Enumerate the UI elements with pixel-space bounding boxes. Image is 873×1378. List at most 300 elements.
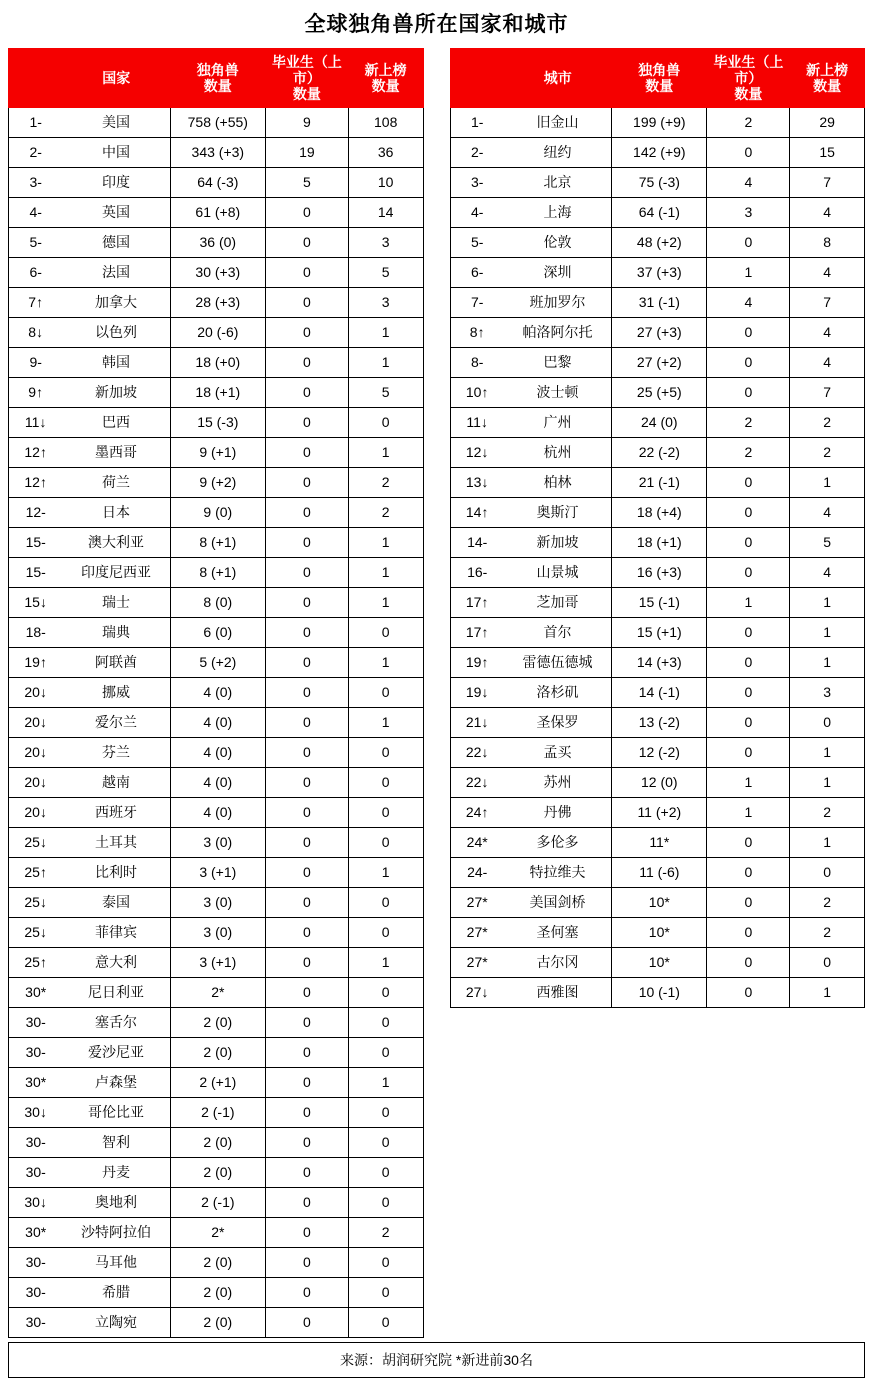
city-count-cell: 15 (+1) [612, 618, 707, 648]
empty-cell [504, 1308, 612, 1338]
table-row [450, 798, 865, 828]
country-count-cell: 2 (0) [170, 1308, 265, 1338]
city-grad-cell: 0 [707, 318, 790, 348]
empty-row [450, 1188, 865, 1218]
country-grad-cell: 0 [265, 258, 348, 288]
country-name-cell: 美国 [62, 108, 170, 138]
country-grad-cell: 0 [265, 318, 348, 348]
country-rank-cell: 15- [9, 558, 63, 588]
empty-cell [504, 1098, 612, 1128]
table-row [9, 168, 424, 198]
country-table-body [9, 108, 424, 1338]
empty-row [450, 1308, 865, 1338]
empty-row [450, 1278, 865, 1308]
country-name-cell: 泰国 [62, 888, 170, 918]
empty-row [450, 1098, 865, 1128]
city-grad-cell: 2 [707, 408, 790, 438]
country-grad-cell: 0 [265, 1098, 348, 1128]
country-grad-cell: 5 [265, 168, 348, 198]
city-count-cell: 27 (+2) [612, 348, 707, 378]
city-name-cell: 班加罗尔 [504, 288, 612, 318]
city-rank-cell: 27* [450, 918, 504, 948]
country-new-cell: 3 [348, 228, 423, 258]
country-rank-cell: 25↓ [9, 828, 63, 858]
country-count-cell: 2 (-1) [170, 1098, 265, 1128]
country-new-cell: 1 [348, 648, 423, 678]
country-header-name: 国家 [62, 49, 170, 108]
city-count-cell: 16 (+3) [612, 558, 707, 588]
city-name-cell: 多伦多 [504, 828, 612, 858]
country-count-cell: 9 (+2) [170, 468, 265, 498]
country-grad-cell: 0 [265, 348, 348, 378]
country-count-cell: 8 (+1) [170, 558, 265, 588]
country-grad-cell: 9 [265, 108, 348, 138]
country-name-cell: 瑞士 [62, 588, 170, 618]
table-row [450, 228, 865, 258]
city-rank-cell: 27↓ [450, 978, 504, 1008]
table-row [9, 1158, 424, 1188]
table-row [9, 108, 424, 138]
empty-cell [450, 1308, 504, 1338]
country-name-cell: 荷兰 [62, 468, 170, 498]
city-grad-cell: 0 [707, 978, 790, 1008]
city-grad-cell: 4 [707, 288, 790, 318]
country-name-cell: 立陶宛 [62, 1308, 170, 1338]
country-count-cell: 343 (+3) [170, 138, 265, 168]
country-name-cell: 澳大利亚 [62, 528, 170, 558]
country-new-cell: 1 [348, 708, 423, 738]
country-count-cell: 2* [170, 1218, 265, 1248]
city-rank-cell: 27* [450, 888, 504, 918]
city-name-cell: 西雅图 [504, 978, 612, 1008]
country-rank-cell: 30- [9, 1038, 63, 1068]
city-rank-cell: 8- [450, 348, 504, 378]
table-row [9, 1068, 424, 1098]
city-rank-cell: 6- [450, 258, 504, 288]
city-grad-cell: 4 [707, 168, 790, 198]
city-new-cell: 0 [790, 948, 865, 978]
city-rank-cell: 27* [450, 948, 504, 978]
country-name-cell: 巴西 [62, 408, 170, 438]
city-grad-cell: 0 [707, 948, 790, 978]
country-rank-cell: 30- [9, 1308, 63, 1338]
table-row [450, 288, 865, 318]
country-grad-cell: 0 [265, 558, 348, 588]
country-rank-cell: 30* [9, 978, 63, 1008]
country-name-cell: 卢森堡 [62, 1068, 170, 1098]
table-row [9, 438, 424, 468]
footer-text: 来源：胡润研究院 *新进前30名 [340, 1352, 533, 1368]
table-row [9, 978, 424, 1008]
city-rank-cell: 5- [450, 228, 504, 258]
city-new-cell: 2 [790, 798, 865, 828]
country-rank-cell: 25↑ [9, 948, 63, 978]
country-rank-cell: 12↑ [9, 468, 63, 498]
country-grad-cell: 0 [265, 648, 348, 678]
city-count-cell: 18 (+4) [612, 498, 707, 528]
country-new-cell: 0 [348, 618, 423, 648]
empty-cell [790, 1308, 865, 1338]
city-grad-cell: 0 [707, 888, 790, 918]
table-row [9, 588, 424, 618]
city-count-cell: 14 (-1) [612, 678, 707, 708]
country-rank-cell: 7↑ [9, 288, 63, 318]
country-name-cell: 英国 [62, 198, 170, 228]
city-rank-cell: 24* [450, 828, 504, 858]
table-row [450, 858, 865, 888]
country-grad-cell: 0 [265, 948, 348, 978]
city-new-cell: 1 [790, 738, 865, 768]
city-header-name: 城市 [504, 49, 612, 108]
table-row [9, 558, 424, 588]
city-new-cell: 15 [790, 138, 865, 168]
country-name-cell: 挪威 [62, 678, 170, 708]
empty-cell [612, 1188, 707, 1218]
empty-row [450, 1218, 865, 1248]
empty-cell [790, 1068, 865, 1098]
table-row [450, 648, 865, 678]
country-name-cell: 希腊 [62, 1278, 170, 1308]
table-row [450, 438, 865, 468]
city-grad-cell: 0 [707, 228, 790, 258]
country-rank-cell: 15↓ [9, 588, 63, 618]
city-rank-cell: 24↑ [450, 798, 504, 828]
country-name-cell: 越南 [62, 768, 170, 798]
city-grad-cell: 0 [707, 738, 790, 768]
city-rank-cell: 16- [450, 558, 504, 588]
country-name-cell: 印度尼西亚 [62, 558, 170, 588]
table-row [9, 1128, 424, 1158]
table-row [9, 888, 424, 918]
city-table [450, 48, 866, 1338]
country-rank-cell: 20↓ [9, 798, 63, 828]
city-grad-cell: 0 [707, 858, 790, 888]
city-count-cell: 18 (+1) [612, 528, 707, 558]
country-count-cell: 9 (0) [170, 498, 265, 528]
empty-cell [450, 1158, 504, 1188]
country-grad-cell: 0 [265, 768, 348, 798]
city-grad-cell: 1 [707, 768, 790, 798]
country-new-cell: 36 [348, 138, 423, 168]
country-new-cell: 1 [348, 558, 423, 588]
country-name-cell: 新加坡 [62, 378, 170, 408]
city-grad-cell: 0 [707, 618, 790, 648]
empty-row [450, 1038, 865, 1068]
country-grad-cell: 0 [265, 1308, 348, 1338]
country-name-cell: 以色列 [62, 318, 170, 348]
country-rank-cell: 30* [9, 1068, 63, 1098]
table-row [450, 678, 865, 708]
city-new-cell: 7 [790, 378, 865, 408]
city-rank-cell: 3- [450, 168, 504, 198]
country-name-cell: 墨西哥 [62, 438, 170, 468]
empty-cell [612, 1008, 707, 1038]
city-grad-cell: 1 [707, 588, 790, 618]
country-grad-cell: 0 [265, 198, 348, 228]
city-count-cell: 10 (-1) [612, 978, 707, 1008]
country-rank-cell: 20↓ [9, 738, 63, 768]
city-new-cell: 1 [790, 588, 865, 618]
city-grad-cell: 1 [707, 258, 790, 288]
empty-cell [790, 1248, 865, 1278]
city-rank-cell: 14- [450, 528, 504, 558]
empty-cell [450, 1068, 504, 1098]
city-new-cell: 2 [790, 408, 865, 438]
table-row [9, 1278, 424, 1308]
country-new-cell: 0 [348, 1308, 423, 1338]
country-new-cell: 0 [348, 978, 423, 1008]
country-count-cell: 2 (+1) [170, 1068, 265, 1098]
city-new-cell: 2 [790, 918, 865, 948]
country-new-cell: 0 [348, 1158, 423, 1188]
city-name-cell: 山景城 [504, 558, 612, 588]
empty-cell [707, 1098, 790, 1128]
empty-cell [612, 1068, 707, 1098]
table-row [9, 618, 424, 648]
table-row [9, 798, 424, 828]
city-name-cell: 特拉维夫 [504, 858, 612, 888]
country-name-cell: 德国 [62, 228, 170, 258]
city-name-cell: 上海 [504, 198, 612, 228]
country-count-cell: 15 (-3) [170, 408, 265, 438]
empty-cell [450, 1278, 504, 1308]
country-rank-cell: 30- [9, 1248, 63, 1278]
country-count-cell: 61 (+8) [170, 198, 265, 228]
table-row [9, 1188, 424, 1218]
city-count-cell: 11 (+2) [612, 798, 707, 828]
empty-cell [790, 1098, 865, 1128]
city-new-cell: 1 [790, 978, 865, 1008]
country-new-cell: 5 [348, 258, 423, 288]
table-row [9, 408, 424, 438]
country-name-cell: 智利 [62, 1128, 170, 1158]
empty-cell [504, 1068, 612, 1098]
country-new-cell: 0 [348, 918, 423, 948]
empty-cell [612, 1278, 707, 1308]
country-count-cell: 2 (0) [170, 1128, 265, 1158]
city-table-wrapper [450, 48, 866, 1338]
country-count-cell: 4 (0) [170, 708, 265, 738]
empty-cell [790, 1188, 865, 1218]
country-name-cell: 意大利 [62, 948, 170, 978]
city-rank-cell: 17↑ [450, 588, 504, 618]
city-grad-cell: 0 [707, 708, 790, 738]
country-grad-cell: 0 [265, 678, 348, 708]
country-new-cell: 0 [348, 738, 423, 768]
country-new-cell: 0 [348, 408, 423, 438]
country-new-cell: 0 [348, 1278, 423, 1308]
table-row [450, 528, 865, 558]
country-rank-cell: 11↓ [9, 408, 63, 438]
city-name-cell: 圣保罗 [504, 708, 612, 738]
country-grad-cell: 0 [265, 708, 348, 738]
table-row [450, 318, 865, 348]
city-new-cell: 4 [790, 258, 865, 288]
city-grad-cell: 0 [707, 348, 790, 378]
city-name-cell: 古尔冈 [504, 948, 612, 978]
table-row [9, 318, 424, 348]
city-new-cell: 1 [790, 768, 865, 798]
table-row [450, 978, 865, 1008]
city-name-cell: 首尔 [504, 618, 612, 648]
city-count-cell: 22 (-2) [612, 438, 707, 468]
city-name-cell: 丹佛 [504, 798, 612, 828]
city-new-cell: 4 [790, 348, 865, 378]
city-count-cell: 24 (0) [612, 408, 707, 438]
empty-cell [707, 1068, 790, 1098]
country-rank-cell: 30- [9, 1008, 63, 1038]
empty-cell [504, 1188, 612, 1218]
country-count-cell: 2 (0) [170, 1008, 265, 1038]
empty-cell [612, 1098, 707, 1128]
city-count-cell: 15 (-1) [612, 588, 707, 618]
country-count-cell: 64 (-3) [170, 168, 265, 198]
city-rank-cell: 8↑ [450, 318, 504, 348]
city-count-cell: 12 (0) [612, 768, 707, 798]
empty-cell [612, 1158, 707, 1188]
country-new-cell: 0 [348, 798, 423, 828]
empty-cell [790, 1278, 865, 1308]
city-new-cell: 1 [790, 618, 865, 648]
country-grad-cell: 0 [265, 738, 348, 768]
city-rank-cell: 12↓ [450, 438, 504, 468]
country-name-cell: 芬兰 [62, 738, 170, 768]
country-count-cell: 4 (0) [170, 768, 265, 798]
country-count-cell: 4 (0) [170, 738, 265, 768]
empty-cell [612, 1038, 707, 1068]
city-new-cell: 5 [790, 528, 865, 558]
country-count-cell: 18 (+1) [170, 378, 265, 408]
country-name-cell: 比利时 [62, 858, 170, 888]
city-rank-cell: 19↑ [450, 648, 504, 678]
country-new-cell: 0 [348, 1098, 423, 1128]
country-name-cell: 中国 [62, 138, 170, 168]
city-count-cell: 10* [612, 948, 707, 978]
country-count-cell: 2 (0) [170, 1248, 265, 1278]
city-rank-cell: 7- [450, 288, 504, 318]
country-rank-cell: 30↓ [9, 1188, 63, 1218]
empty-cell [790, 1158, 865, 1188]
table-row [9, 468, 424, 498]
country-grad-cell: 0 [265, 918, 348, 948]
table-row [450, 588, 865, 618]
country-rank-cell: 9- [9, 348, 63, 378]
table-row [9, 1008, 424, 1038]
city-grad-cell: 0 [707, 558, 790, 588]
table-row [450, 408, 865, 438]
empty-row [450, 1158, 865, 1188]
country-rank-cell: 20↓ [9, 708, 63, 738]
city-count-cell: 199 (+9) [612, 108, 707, 138]
country-rank-cell: 3- [9, 168, 63, 198]
country-grad-cell: 0 [265, 288, 348, 318]
country-count-cell: 9 (+1) [170, 438, 265, 468]
country-table-header-row [9, 49, 424, 108]
table-row [9, 858, 424, 888]
city-count-cell: 75 (-3) [612, 168, 707, 198]
city-header-count: 独角兽 数量 [612, 49, 707, 108]
city-name-cell: 苏州 [504, 768, 612, 798]
country-grad-cell: 0 [265, 588, 348, 618]
country-new-cell: 2 [348, 498, 423, 528]
city-new-cell: 1 [790, 828, 865, 858]
country-count-cell: 3 (0) [170, 918, 265, 948]
country-new-cell: 1 [348, 528, 423, 558]
city-new-cell: 4 [790, 198, 865, 228]
country-new-cell: 0 [348, 1188, 423, 1218]
empty-cell [707, 1248, 790, 1278]
country-new-cell: 0 [348, 1128, 423, 1158]
table-row [9, 258, 424, 288]
empty-cell [504, 1218, 612, 1248]
country-grad-cell: 0 [265, 1278, 348, 1308]
city-grad-cell: 0 [707, 678, 790, 708]
country-grad-cell: 0 [265, 1128, 348, 1158]
country-grad-cell: 19 [265, 138, 348, 168]
table-row [450, 378, 865, 408]
country-count-cell: 2 (-1) [170, 1188, 265, 1218]
table-row [9, 1248, 424, 1278]
city-rank-cell: 13↓ [450, 468, 504, 498]
city-name-cell: 伦敦 [504, 228, 612, 258]
country-count-cell: 2 (0) [170, 1278, 265, 1308]
city-grad-cell: 3 [707, 198, 790, 228]
city-name-cell: 纽约 [504, 138, 612, 168]
empty-cell [707, 1278, 790, 1308]
country-name-cell: 瑞典 [62, 618, 170, 648]
city-count-cell: 10* [612, 888, 707, 918]
country-grad-cell: 0 [265, 858, 348, 888]
country-rank-cell: 12- [9, 498, 63, 528]
city-count-cell: 31 (-1) [612, 288, 707, 318]
city-name-cell: 美国剑桥 [504, 888, 612, 918]
empty-cell [612, 1128, 707, 1158]
country-rank-cell: 9↑ [9, 378, 63, 408]
city-grad-cell: 0 [707, 528, 790, 558]
city-new-cell: 4 [790, 558, 865, 588]
country-name-cell: 法国 [62, 258, 170, 288]
city-grad-cell: 2 [707, 108, 790, 138]
empty-cell [504, 1128, 612, 1158]
city-count-cell: 37 (+3) [612, 258, 707, 288]
country-count-cell: 4 (0) [170, 678, 265, 708]
city-grad-cell: 2 [707, 438, 790, 468]
city-header-graduates: 毕业生（上市） 数量 [707, 49, 790, 108]
city-rank-cell: 10↑ [450, 378, 504, 408]
table-row [9, 1308, 424, 1338]
country-name-cell: 沙特阿拉伯 [62, 1218, 170, 1248]
country-count-cell: 3 (0) [170, 888, 265, 918]
empty-cell [612, 1248, 707, 1278]
city-name-cell: 洛杉矶 [504, 678, 612, 708]
country-count-cell: 2* [170, 978, 265, 1008]
city-new-cell: 2 [790, 888, 865, 918]
country-new-cell: 0 [348, 1008, 423, 1038]
empty-row [450, 1068, 865, 1098]
country-name-cell: 阿联酋 [62, 648, 170, 678]
country-count-cell: 28 (+3) [170, 288, 265, 318]
table-row [450, 108, 865, 138]
country-name-cell: 韩国 [62, 348, 170, 378]
city-grad-cell: 1 [707, 798, 790, 828]
country-name-cell: 菲律宾 [62, 918, 170, 948]
country-rank-cell: 25↑ [9, 858, 63, 888]
table-row [450, 558, 865, 588]
city-count-cell: 12 (-2) [612, 738, 707, 768]
empty-cell [450, 1188, 504, 1218]
country-new-cell: 1 [348, 858, 423, 888]
country-rank-cell: 30- [9, 1128, 63, 1158]
